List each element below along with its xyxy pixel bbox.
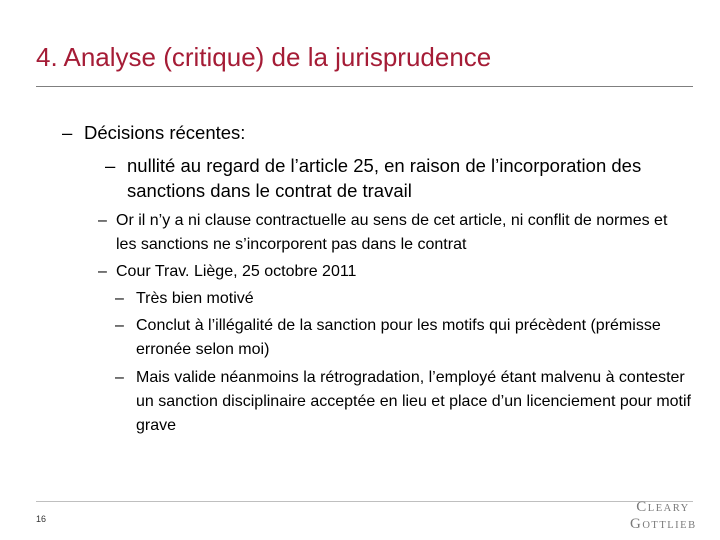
logo-initial: C: [636, 499, 648, 515]
bullet-dash: –: [98, 263, 107, 280]
bullet-level-3: [98, 209, 688, 257]
bullet-level-3: [98, 260, 688, 284]
bullet-text: Mais valide néanmoins la rétrogradation, l’employé étant malvenu à contester un sanction disciplinaire acceptée en lieu et place d’un licenciement pour motif grave: [136, 369, 691, 434]
footer-divider: [36, 501, 693, 502]
bullet-dash: –: [115, 317, 124, 334]
bullet-dash: –: [115, 369, 124, 386]
logo-letters: LEARY: [647, 503, 690, 514]
cleary-gottlieb-logo: [630, 499, 696, 535]
title-divider: [36, 86, 693, 87]
logo-line-1: [630, 499, 696, 516]
logo-initial: G: [630, 516, 643, 532]
bullet-text: Décisions récentes:: [84, 122, 246, 143]
bullet-text: Très bien motivé: [136, 290, 254, 307]
bullet-dash: –: [105, 155, 116, 176]
slide-title: 4. Analyse (critique) de la jurisprudence: [36, 42, 492, 72]
bullet-dash: –: [115, 290, 124, 307]
bullet-text: Conclut à l’illégalité de la sanction pour les motifs qui précèdent (prémisse erronée selon moi): [136, 317, 661, 358]
bullet-dash: –: [62, 122, 73, 143]
logo-line-2: [630, 516, 696, 533]
bullet-text: nullité au regard de l’article 25, en raison de l’incorporation des sanctions dans le contrat de travail: [127, 155, 642, 201]
bullet-level-1: [62, 121, 662, 145]
bullet-level-4: [115, 314, 695, 362]
logo-letters: OTTLIEB: [642, 520, 697, 531]
bullet-level-4: [115, 366, 695, 438]
bullet-level-4: [115, 287, 695, 311]
bullet-text: Cour Trav. Liège, 25 octobre 2011: [116, 263, 357, 280]
page-number: 16: [36, 514, 47, 524]
bullet-level-2: [105, 153, 685, 203]
bullet-text: Or il n’y a ni clause contractuelle au sens de cet article, ni conflit de normes et les sanctions ne s’incorporent pas dans le contrat: [116, 212, 668, 253]
bullet-dash: –: [98, 212, 107, 229]
